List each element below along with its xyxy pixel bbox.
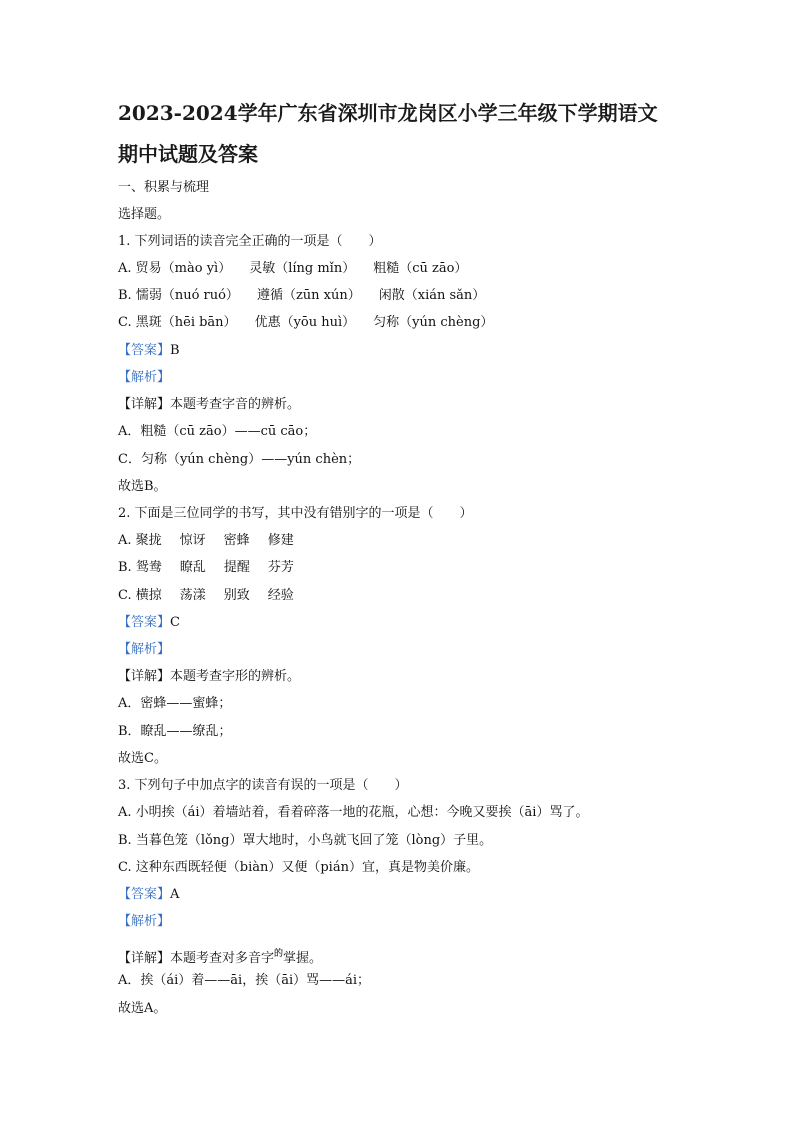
q3-note-1: A．挨（ái）着——āi，挨（āi）骂——ái； [118, 973, 371, 988]
q2-option-a-word1: A. 聚拢 [118, 533, 162, 548]
q1-option-b-word3: 闲散（xián sǎn） [378, 288, 486, 303]
detail-tag: 【详解】 [118, 397, 171, 412]
detail-tag: 【详解】 [118, 951, 171, 966]
q3-detail-small-char: 的 [274, 949, 284, 959]
q2-option-c-word1: C. 横掠 [118, 588, 162, 603]
subsection-heading: 选择题。 [118, 207, 171, 222]
q2-note-2: B．瞭乱——缭乱； [118, 724, 232, 739]
q1-option-a-word3: 粗糙（cū zāo） [373, 261, 468, 276]
q2-option-a-word3: 密蜂 [223, 533, 250, 548]
q1-note-1: A．粗糙（cū zāo）——cū cāo； [118, 424, 317, 439]
q1-option-b-word2: 遵循（zūn xún） [256, 288, 361, 303]
q1-answer-value: B [170, 343, 180, 358]
q3-detail [118, 945, 322, 968]
analysis-tag: 【解析】 [118, 370, 171, 385]
answer-tag: 【答案】 [118, 615, 171, 630]
q2-note-1: A．密蜂——蜜蜂； [118, 696, 232, 711]
doc-title-line1: 2023-2024学年广东省深圳市龙岗区小学三年级下学期语文 [118, 101, 658, 125]
q3-option-a: A. 小明挨（ái）着墙站着，看着碎落一地的花瓶，心想：今晚又要挨（āi）骂了。 [118, 805, 589, 820]
q2-option-b-word1: B. 鸳鸯 [118, 560, 162, 575]
q2-option-a-word4: 修建 [267, 533, 294, 548]
q2-stem: 2. 下面是三位同学的书写，其中没有错别字的一项是（ ） [118, 506, 473, 521]
q2-option-b-word2: 瞭乱 [179, 560, 206, 575]
q3-answer [118, 886, 179, 904]
doc-title-line2: 期中试题及答案 [118, 142, 258, 166]
q3-answer-value: A [170, 887, 180, 902]
q3-option-c: C. 这种东西既轻便（biàn）又便（pián）宜，真是物美价廉。 [118, 860, 479, 875]
q2-conclusion: 故选C。 [118, 751, 167, 766]
q1-option-b-word1: B. 懦弱（nuó ruó） [118, 288, 239, 303]
q1-option-a-word1: A. 贸易（mào yì） [118, 261, 232, 276]
q2-answer-value: C [170, 615, 180, 630]
q1-analysis [118, 369, 170, 387]
q1-stem: 1. 下列词语的读音完全正确的一项是（ ） [118, 234, 382, 249]
answer-tag: 【答案】 [118, 343, 171, 358]
q3-analysis [118, 913, 170, 931]
q1-conclusion: 故选B。 [118, 479, 167, 494]
q2-option-c-word4: 经验 [267, 588, 294, 603]
q2-option-c [118, 587, 294, 605]
analysis-tag: 【解析】 [118, 642, 171, 657]
q3-conclusion: 故选A。 [118, 1001, 167, 1016]
q1-answer [118, 342, 180, 360]
q2-option-c-word2: 荡漾 [179, 588, 206, 603]
q1-option-c-word2: 优惠（yōu huì） [254, 315, 356, 330]
q3-stem: 3. 下列句子中加点字的读音有误的一项是（ ） [118, 778, 408, 793]
q2-detail [118, 668, 300, 686]
q2-option-b-word3: 提醒 [223, 560, 250, 575]
q2-option-b-word4: 芬芳 [267, 560, 294, 575]
q3-option-b: B. 当暮色笼（lǒng）罩大地时，小鸟就飞回了笼（lòng）子里。 [118, 833, 493, 848]
q1-option-c [118, 314, 493, 332]
section-heading: 一、积累与梳理 [118, 180, 210, 195]
q1-option-c-word3: 匀称（yún chèng） [373, 315, 494, 330]
q1-option-a-word2: 灵敏（líng mǐn） [249, 261, 356, 276]
q2-option-a [118, 532, 294, 550]
q2-option-a-word2: 惊讶 [179, 533, 206, 548]
detail-tag: 【详解】 [118, 669, 171, 684]
q2-answer [118, 614, 180, 632]
answer-tag: 【答案】 [118, 887, 171, 902]
q3-detail-text-after: 掌握。 [283, 951, 323, 966]
q1-option-a [118, 260, 467, 278]
q2-option-c-word3: 别致 [223, 588, 250, 603]
q1-detail-text: 本题考查字音的辨析。 [170, 397, 301, 412]
q1-option-c-word1: C. 黑斑（hēi bān） [118, 315, 237, 330]
q3-detail-text-before: 本题考查对多音字 [170, 951, 275, 966]
q1-note-2: C．匀称（yún chèng）——yún chèn； [118, 452, 361, 467]
q1-option-b [118, 287, 485, 305]
q2-option-b [118, 559, 294, 577]
q1-detail [118, 396, 300, 414]
q2-analysis [118, 641, 170, 659]
analysis-tag: 【解析】 [118, 914, 171, 929]
q2-detail-text: 本题考查字形的辨析。 [170, 669, 301, 684]
